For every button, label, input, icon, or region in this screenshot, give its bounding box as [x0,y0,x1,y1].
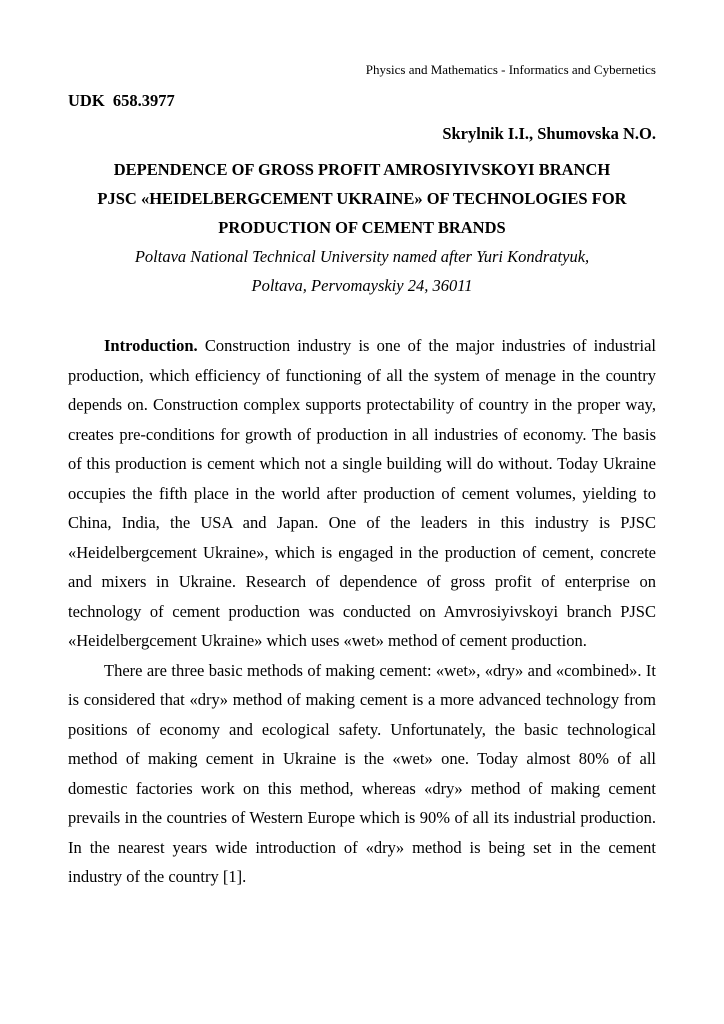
affiliation-line-1: Poltava National Technical University named after Yuri Kondratyuk, [134,247,590,266]
paragraph-methods [68,656,656,892]
udk-number: UDK 658.3977 [68,91,175,110]
article-title-line-2: PJSC «HEIDELBERGCEMENT UKRAINE» OF TECHNOLOGIES FOR [97,189,627,208]
paragraph-text: There are three basic methods of making cement: «wet», «dry» and «combined». It is considered that «dry» method of making cement is a more advanced technology from positions of economy and ecological safety. Unfortunately, the basic technological method of making cement in Ukraine is the «wet» one. Today almost 80% of all domestic factories work on this method, whereas «dry» method of making cement prevails in the countries of Western Europe which is 90% of all its industrial production. In the nearest years wide introduction of «dry» method is being set in the cement industry of the country [1]. [68,660,656,886]
article-title-line-1: DEPENDENCE OF GROSS PROFIT AMROSIYIVSKOYI BRANCH [113,160,611,179]
article-title [68,155,656,242]
affiliation-line-2: Poltava, Pervomayskiy 24, 36011 [251,276,473,295]
authors-line: Skrylnik I.I., Shumovska N.O. [442,124,656,143]
paragraph-text: Construction industry is one of the major industries of industrial production, which efficiency of functioning of all the system of menage in the country depends on. Construction complex supports protectability of country in the proper way, creates pre-conditions for growth of production in all industries of economy. The basis of this production is cement which not a single building will do without. Today Ukraine occupies the fifth place in the world after production of cement volumes, yielding to China, India, the USA and Japan. One of the leaders in this industry is PJSC «Heidelbergcement Ukraine», which is engaged in the production of cement, concrete and mixers in Ukraine. Research of dependence of gross profit of enterprise on technology of cement production was conducted on Amvrosiyivskoyi branch PJSC «Heidelbergcement Ukraine» which uses «wet» method of cement production. [68,336,656,650]
paragraph-introduction [68,331,656,656]
affiliation [68,242,656,300]
paragraph-lead: Introduction. [104,336,205,355]
running-header: Physics and Mathematics - Informatics and Cybernetics [365,62,656,77]
article-title-line-3: PRODUCTION OF CEMENT BRANDS [218,218,506,237]
